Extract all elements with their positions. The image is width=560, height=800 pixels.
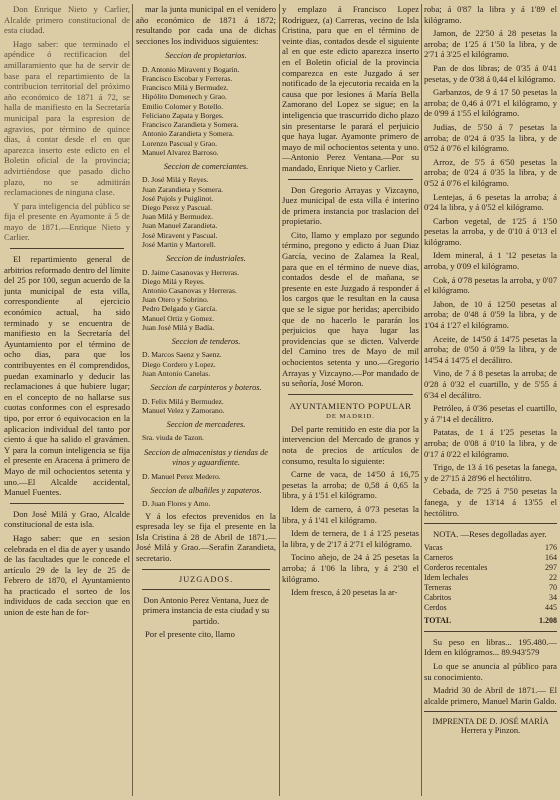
section-heading-industriales: Seccion de industriales. xyxy=(166,254,246,264)
name-item: Juan Milá y Bermudez. xyxy=(142,212,213,222)
divider xyxy=(10,248,124,249)
column-rule xyxy=(279,4,280,796)
reses-value: 445 xyxy=(545,602,557,612)
name-item: Juan Zarandieta y Somera. xyxy=(142,184,223,194)
reses-row xyxy=(424,553,557,563)
name-item: Diego Milá y Reyes. xyxy=(142,276,205,286)
reses-label: Terneras xyxy=(424,582,452,592)
name-item: Manuel Alvarez Barroso. xyxy=(142,147,219,157)
edict-text-amillaramiento: Hago saber: que terminado el apéndice ó rectificacion del amillaramiento que ha de servir de base para el repartimiento de la contribucion territorial del próximo año económico de 1871 á 72, se halla de manifiesto en la Secretaría municipal para la espresion de agravios, por término de quince dias, á contar desde el en que aparezca inserto este edicto en el Boletin oficial de la provincia; advirtiéndose que pasado dicho plazo, no se admitirán reclamaciones de ninguna clase. xyxy=(4,38,130,198)
edict-text-cito: Por el presente cito, llamo xyxy=(145,629,235,640)
name-item: D. José Milá y Reyes. xyxy=(142,175,209,185)
juzgados-heading: JUZGADOS. xyxy=(178,574,234,584)
price-petroleo: Petróleo, á 0'36 pesetas el cuartillo, y á 7'14 el decálitro. xyxy=(424,403,557,424)
divider xyxy=(424,631,557,632)
total-label: TOTAL xyxy=(424,615,452,625)
prices-intro: Del parte remitido en este dia por la intervencion del Mercado de granos y nota de precios de artículos de consumo, resulta lo siguiente: xyxy=(282,423,419,466)
reses-row xyxy=(424,563,557,573)
divider xyxy=(424,711,557,712)
divider xyxy=(142,589,270,590)
section-heading-albaniles: Seccion de albañiles y zapateros. xyxy=(150,485,262,495)
edict-heading-ventana: Don Antonio Perez Ventana, Juez de primera instancia de esta ciudad y su partido. xyxy=(142,594,270,626)
price-aceite: Aceite, de 14'50 á 14'75 pesetas la arroba; de 0'50 á 0'59 la libra, y de 14'54 á 14'75 el decálitro. xyxy=(424,333,557,365)
name-item: Hipólito Domenech y Grao. xyxy=(142,92,227,102)
names-list-carpinteros xyxy=(136,397,276,415)
price-pan: Pan de dos libras; de 0'35 á 0'41 pesetas, y de 0'38 á 0,44 el kilógramo. xyxy=(424,62,557,84)
name-item: José Martin y Martorell. xyxy=(142,239,216,249)
price-lentejas: Lentejas, á 6 pesetas la arroba; á 0'24 la libra, y á 0'52 el kilógramo. xyxy=(424,191,557,213)
column-2 xyxy=(136,4,276,796)
name-item: José Miravent y Pascual. xyxy=(142,230,218,240)
column-rule xyxy=(132,4,133,796)
reses-value: 176 xyxy=(545,542,557,552)
name-item: D. Antonio Miravent y Bogarin. xyxy=(142,64,240,74)
section-heading-almacenistas: Seccion de almacenistas y tiendas de vinos y aguardiente. xyxy=(144,447,268,468)
reses-label: Carneros xyxy=(424,552,453,562)
price-tocino-fresco: Idem fresco, á 20 pesetas la ar- xyxy=(291,587,398,598)
imprint: IMPRENTA DE D. JOSÉ MARÍA Herrera y Pinzon. xyxy=(432,717,549,736)
reses-value: 70 xyxy=(549,582,557,592)
reses-value: 34 xyxy=(549,592,557,602)
price-judias: Judias, de 5'50 á 7 pesetas la arroba; de 0'24 á 0'35 la libra, y de 0'52 á 0'76 el kilógramo. xyxy=(424,121,557,154)
price-jabon: Jabon, de 10 á 12'50 pesetas al arroba; de 0'48 á 0'59 la libra, y de 1'04 á 1'27 el kilógramo. xyxy=(424,298,557,331)
name-item: Pedro Delgado y García. xyxy=(142,304,218,314)
price-vino: Vino, de 7 á 8 pesetas la arroba; de 0'28 á 0'32 el cuartillo, y de 5'55 á 6'34 el decálitro. xyxy=(424,368,557,400)
names-list-tenderos xyxy=(136,350,276,378)
divider xyxy=(142,569,270,570)
name-item: Francisco Escobar y Ferreras. xyxy=(142,74,233,84)
reses-label: Idem lechales xyxy=(424,572,469,582)
reses-value: 22 xyxy=(549,572,557,582)
name-item: Juan Otero y Sobrino. xyxy=(142,295,209,305)
price-continuation: roba; á 0'87 la libra y á 1'89 el kilógramo. xyxy=(424,4,557,25)
section-heading-tenderos: Seccion de tenderos. xyxy=(171,336,241,346)
name-item: Juan José Milá y Badía. xyxy=(142,322,215,332)
divider xyxy=(10,503,124,504)
name-item: D. Felix Milá y Bermudez. xyxy=(142,396,224,406)
price-garbanzos: Garbanzos, de 9 á 17 50 pesetas la arroba; de 0,46 á 0'71 el kilógramo, y de 0'99 á 1'55 el kilógramo. xyxy=(424,87,557,119)
name-item: D. Juan Flores y Amo. xyxy=(142,499,211,509)
column-3 xyxy=(282,4,419,796)
price-patatas: Patatas, de 1 á 1'25 pesetas la arroba; de 0'08 á 0'10 la libra, y de 0'17 á 0'22 el kilógramo. xyxy=(424,427,557,459)
ayuntamiento-subheading: DE MADRID. xyxy=(326,412,375,420)
price-ternera: Idem de ternera, de 1 á 1'25 pesetas la libra, y de 2'17 á 2'71 el kilógramo. xyxy=(282,528,419,549)
total-value: 1.208 xyxy=(539,615,557,625)
price-trigo: Trigo, de 13 á 16 pesetas la fanega, y de 27'15 á 28'96 el hectólitro. xyxy=(424,462,557,483)
reses-label: Cabritos xyxy=(424,592,452,602)
names-list-mercaderes xyxy=(136,433,276,442)
ayuntamiento-heading: AYUNTAMIENTO POPULAR xyxy=(289,400,412,411)
column-rule xyxy=(421,4,422,796)
names-list-albaniles xyxy=(136,499,276,508)
name-item: D. Manuel Perez Medero. xyxy=(142,471,221,481)
name-item: Antonio Zarandieta y Somera. xyxy=(142,129,234,139)
reses-row xyxy=(424,593,557,603)
name-item: Francisco Zarandieta y Somera. xyxy=(142,120,239,130)
name-item: Emilio Colomer y Botello. xyxy=(142,101,223,111)
edict-text-sorteo: Hago saber: que en sesion celebrada en el dia de ayer y usando de las facultades que le concede el artículo 29 de la ley de 25 de Febrero de 1870, el Ayuntamiento ha practicado el sorteo de los individuos de cada seccion que en union de este han de for- xyxy=(4,532,130,618)
price-carbon-mineral: Idem mineral, á 1 '12 pesetas la arroba, y 0'09 el kilógramo. xyxy=(424,250,557,272)
price-tocino-anejo: Tocino añejo, de 24 á 25 pesetas la arroba; á 1'06 la libra, y á 2'30 el kilógramo. xyxy=(282,552,419,584)
name-item: Antonio Casanovas y Herreras. xyxy=(142,285,237,295)
divider xyxy=(288,394,413,395)
divider xyxy=(288,179,413,180)
name-item: Lorenzo Pascual y Grao. xyxy=(142,138,218,148)
divider xyxy=(424,523,557,524)
price-arroz: Arroz, de 5'5 á 6'50 pesetas la arroba; de 0'24 á 0'35 la libra, y de 0'52 á 0'76 el kilógramo. xyxy=(424,156,557,188)
edict-heading-mila: Don José Milá y Grao, Alcalde constitucional de esta isla. xyxy=(4,508,130,530)
price-cebada: Cebada, de 7'25 á 7'50 pesetas la fanega, y de 13'14 á 13'55 el hectólitro. xyxy=(424,486,557,518)
name-item: Feliciano Zapata y Borges. xyxy=(142,110,224,120)
reses-total-row xyxy=(424,613,557,626)
name-item: Sra. viuda de Tazon. xyxy=(142,433,204,443)
edict-text-diaz: Cito, llamo y emplazo por segundo término, pregono y edicto á Juan Diaz García, vecino de Zalamea la Real, para que en el término de nueve dias, contados desde el de mañana, se presente en este Juzgado á responder á los cargos que le resultan en la causa que se le sigue por heridas; apercibido que de no hacerlo le pararán los perjuicios que haya lugar las providencias que se dicten. Valverde del Camino tres de Mayo de mil ochocientos setenta y uno.—Gregorio Arrayas y Vizcayno.—Por mandado de su señoría, José Moron. xyxy=(282,229,419,389)
anuncio-text: Lo que se anuncia al público para su conocimiento. xyxy=(424,660,557,682)
edict-signature-nieto: Y para inteligencia del público se fija el presente en Ayamonte á 5 de mayo de 1871.—Enrique Nieto y Carlier. xyxy=(4,200,130,243)
reses-label: Corderos recentales xyxy=(424,562,488,572)
peso-text: Su peso en libras... 195.480.— Idem en kilógramos... 89.943'579 xyxy=(424,636,557,658)
reses-value: 164 xyxy=(545,552,557,562)
column-4 xyxy=(424,4,557,796)
section-heading-comerciantes: Seccion de comerciantes. xyxy=(163,161,249,171)
edict-signature-mila: Y á los efectos prevenidos en la espresada ley se fija el presente en la Isla Cristina á 28 de Abril de 1871.—José Milá y Grao.—Serafin Zarandieta, secretario. xyxy=(136,510,276,563)
price-carnero: Idem de carnero, á 0'73 pesetas la libra, y á 1'41 el kilógramo. xyxy=(282,503,419,525)
section-heading-mercaderes: Seccion de mercaderes. xyxy=(166,419,246,429)
section-heading-propietarios: Seccion de propietarios. xyxy=(165,51,247,61)
name-item: Diego Perez y Pascual. xyxy=(142,203,213,213)
names-list-comerciantes xyxy=(136,175,276,249)
name-item: D. Jaime Casanovas y Herreras. xyxy=(142,267,239,277)
reses-table xyxy=(424,543,557,626)
name-item: Manuel Ortiz y Gomez. xyxy=(142,313,215,323)
madrid-signature: Madrid 30 de Abril de 1871.— El alcalde primero, Manuel Marin Galdo. xyxy=(424,685,557,706)
section-heading-carpinteros: Seccion de carpinteros y boteros. xyxy=(150,383,262,393)
name-item: D. Marcos Saenz y Saenz. xyxy=(142,350,222,360)
reses-label: Cerdos xyxy=(424,602,447,612)
reses-label: Vacas xyxy=(424,542,443,552)
edict-heading-nieto: Don Enrique Nieto y Carlier, Alcalde primero constitucional de esta ciudad. xyxy=(4,4,130,36)
edict-text-arbitrios: El repartimiento general de arbitrios reformado dentro del límite del 25 por 100, segun acuerdo de la junta municipal de esta villa, correspondiente al ejercicio económico actual, ha sido terminado y se encuentra de manifiesto en la Secretaría del Ayuntamiento por el término de ocho dias, para que los contribuyentes en él comprendidos, puedan examinarlo y deducir las reclamaciones á que hubiere lugar; en el concepto de no hallarse sus cuotas conformes con el espresado tipo, por error ó equivocacion en la aplicacion individual del tanto por ciento á que ha salido el gravámen. Y para la comun inteligencia se fija el presente en Aracena á primero de Mayo de mil ochocientos setenta y uno.—El Alcalde accidental, Manuel Fuentes. xyxy=(4,254,130,498)
name-item: Juan Antonio Canelas. xyxy=(142,368,211,378)
reses-row xyxy=(424,543,557,553)
name-item: José Pujols y Puiglinot. xyxy=(142,193,214,203)
name-item: Juan Manuel Zarandieta. xyxy=(142,221,218,231)
name-item: Manuel Velez y Zamorano. xyxy=(142,405,225,415)
name-item: Diego Cordero y Lopez. xyxy=(142,359,216,369)
name-item: Francisco Milá y Bermudez. xyxy=(142,83,229,93)
edict-text-emplazo: y emplazo á Francisco Lopez Rodriguez, (a) Carreras, vecino de Isla Cristina, para que en el término de veinte dias, contados desde el siguiente al en que este edicto aparezca inserto en el Boletin oficial de la provincia comparezca en este Juzgado á ser notificado de la ejecutoria recaida en la causa que por lesiones á María Bella Zamorano del Lopez se sigue; en la inteligencia que trascurrido dicho plazo sin presentarse le parará el perjuicio que haya lugar. Ayamonte primero de mayo de mil ochocientos setenta y uno.—Antonio Perez Ventana.—Por su mandado, Enrique Nieto y Carlier. xyxy=(282,4,419,173)
names-list-almacenistas xyxy=(136,472,276,481)
reses-row xyxy=(424,573,557,583)
reses-value: 297 xyxy=(545,562,557,572)
edict-heading-arrayas: Don Gregorio Arrayas y Vizcayno, Juez municipal de esta villa é interino de primera instancia por traslacion del propietario. xyxy=(282,184,419,227)
names-list-propietarios xyxy=(136,65,276,157)
price-cok: Cok, á 0'78 pesetas la arroba, y 0'07 el kilógramo. xyxy=(424,274,557,296)
price-vaca: Carne de vaca, de 14'50 á 16,75 pesetas la arroba; de 0,58 á 0,65 la libra, y á 1'51 el kilógramo. xyxy=(282,469,419,501)
reses-row xyxy=(424,583,557,593)
price-carbon-vegetal: Carbon vegetal, de 1'25 á 1'50 pesetas la arroba, y de 0'10 á 0'13 el kilógramo. xyxy=(424,215,557,247)
price-jamon: Jamon, de 22'50 á 28 pesetas la arroba; de 1'25 á 1'50 la libra, y de 2'71 á 3'25 el kilógramo. xyxy=(424,28,557,60)
names-list-industriales xyxy=(136,268,276,332)
nota-heading: NOTA. —Reses degolladas ayer. xyxy=(433,529,547,540)
reses-row xyxy=(424,603,557,613)
edict-continuation: mar la junta municipal en el venidero año económico de 1871 á 1872; resultando por cada una de dichas secciones los individuos siguientes: xyxy=(136,4,276,46)
column-1 xyxy=(4,4,130,796)
